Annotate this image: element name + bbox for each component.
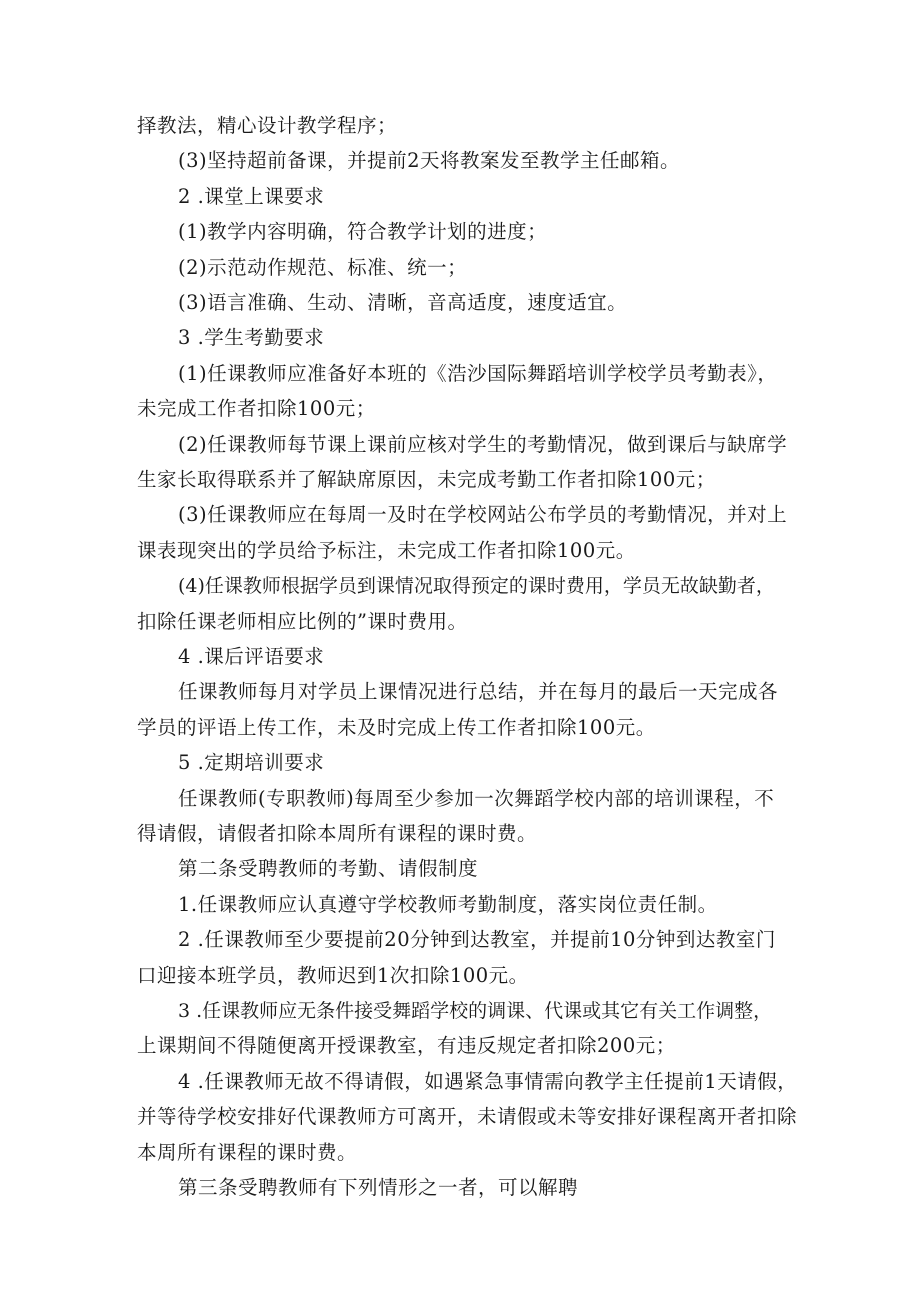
text-line: 择教法，精心设计教学程序； — [137, 114, 398, 137]
text-line: 生家长取得联系并了解缺席原因，未完成考勤工作者扣除100元； — [137, 468, 716, 491]
text-line: (2)任课教师每节课上课前应核对学生的考勤情况，做到课后与缺席学 — [178, 433, 788, 456]
text-line: (1)任课教师应准备好本班的《浩沙国际舞蹈培训学校学员考勤表》， — [178, 362, 778, 385]
text-line: 上课期间不得随便离开授课教室，有违反规定者扣除200元； — [137, 1034, 676, 1057]
text-line: (3)任课教师应在每周一及时在学校网站公布学员的考勤情况，并对上 — [178, 503, 788, 526]
section-heading: 3 .学生考勤要求 — [178, 326, 325, 349]
text-line: 得请假，请假者扣除本周所有课程的课时费。 — [137, 822, 538, 845]
article-heading: 第三条受聘教师有下列情形之一者，可以解聘 — [178, 1176, 579, 1199]
section-heading: 4 .课后评语要求 — [178, 645, 325, 668]
section-heading: 2 .课堂上课要求 — [178, 185, 325, 208]
text-line: 1.任课教师应认真遵守学校教师考勤制度，落实岗位责任制。 — [178, 893, 718, 916]
text-line: 扣除任课老师相应比例的”课时费用。 — [137, 610, 468, 633]
text-line: 本周所有课程的课时费。 — [137, 1141, 358, 1164]
text-line: (4)任课教师根据学员到课情况取得预定的课时费用，学员无故缺勤者， — [178, 575, 775, 597]
text-line: 并等待学校安排好代课教师方可离开，未请假或未等安排好课程离开者扣除 — [137, 1105, 798, 1128]
text-line: 3 .任课教师应无条件接受舞蹈学校的调课、代课或其它有关工作调整， — [178, 1000, 773, 1022]
text-line: (1)教学内容明确，符合教学计划的进度； — [178, 220, 548, 243]
text-line: 4 .任课教师无故不得请假，如遇紧急事情需向教学主任提前1天请假， — [178, 1070, 798, 1093]
text-line: (3)坚持超前备课，并提前2天将教案发至教学主任邮箱。 — [178, 149, 681, 172]
text-line: 未完成工作者扣除100元； — [137, 397, 376, 420]
text-line: 2 .任课教师至少要提前20分钟到达教室，并提前10分钟到达教室门 — [178, 928, 776, 951]
text-line: (3)语言准确、生动、清晰，音高适度，速度适宜。 — [178, 291, 628, 314]
article-heading: 第二条受聘教师的考勤、请假制度 — [178, 857, 479, 880]
section-heading: 5 .定期培训要求 — [178, 751, 325, 774]
text-line: 课表现突出的学员给予标注，未完成工作者扣除100元。 — [137, 539, 636, 562]
text-line: 口迎接本班学员，教师迟到1次扣除100元。 — [137, 964, 529, 987]
text-line: (2)示范动作规范、标准、统一； — [178, 256, 468, 279]
text-line: 学员的评语上传工作，未及时完成上传工作者扣除100元。 — [137, 716, 656, 739]
text-line: 任课教师(专职教师)每周至少参加一次舞蹈学校内部的培训课程，不 — [178, 787, 775, 810]
text-line: 任课教师每月对学员上课情况进行总结，并在每月的最后一天完成各 — [178, 680, 779, 703]
